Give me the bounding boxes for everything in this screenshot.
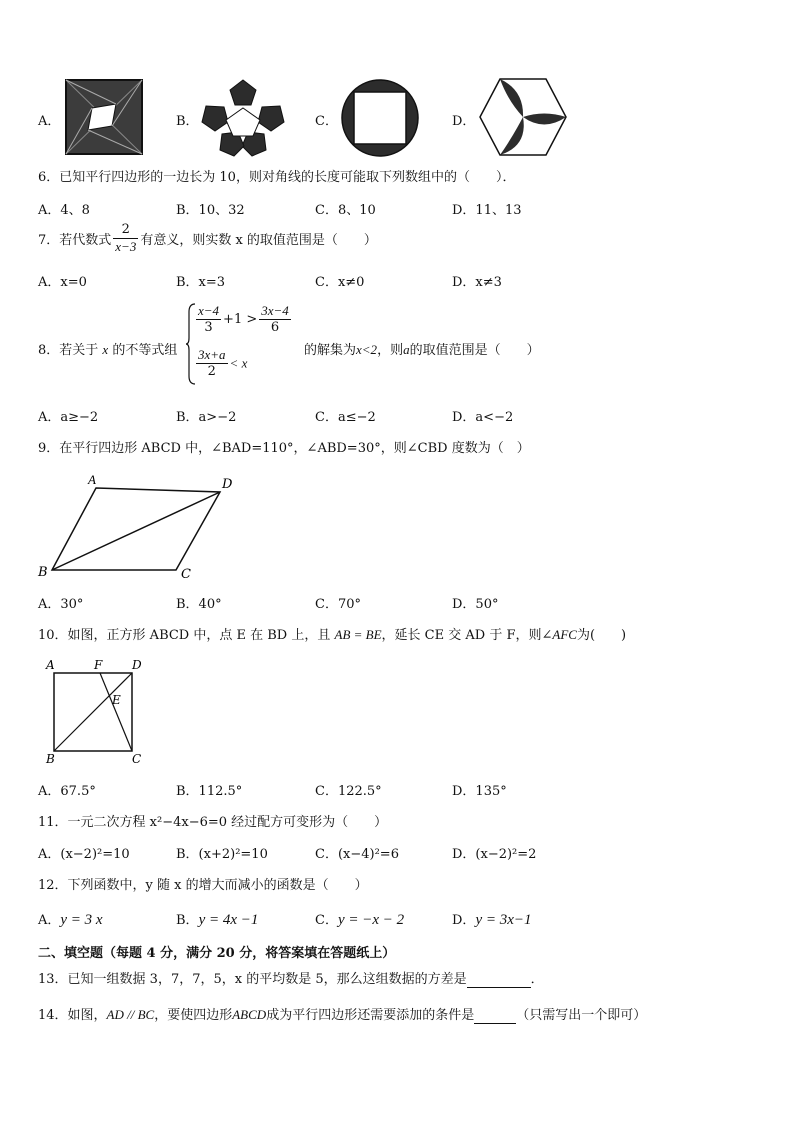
q12-option-c[interactable] [315, 909, 404, 929]
q9-option-b[interactable]: B．40° [176, 597, 222, 612]
q8-ineq2-num: 3x+a [198, 347, 226, 362]
q8-ineq1-right-frac [259, 303, 291, 336]
q12-option-c-label: C． [315, 913, 338, 928]
q14-prefix: 14．如图， [38, 1008, 107, 1023]
q8-stem-right [304, 339, 540, 358]
q8-ineq1-l-num: x−4 [198, 303, 220, 318]
q10-label-d: D [132, 658, 142, 672]
q8-ineq2-frac [196, 347, 228, 380]
q8-ineq1-r-den: 6 [270, 320, 280, 335]
q8-ineq1-l-den: 3 [204, 320, 213, 335]
q9-stem: 9．在平行四边形 ABCD 中，∠BAD=110°，∠ABD=30°，则∠CBD 度数为（ ） [38, 441, 530, 456]
q8-mid: 的不等式组 [112, 343, 178, 358]
q7-option-c[interactable]: C．x≠0 [315, 275, 365, 290]
q9-option-a[interactable]: A．30° [38, 597, 84, 612]
q7-frac-num: 2 [113, 222, 138, 239]
q7-stem [38, 222, 377, 255]
q10-label-b: B [46, 752, 55, 766]
q8-suffix-d: a [403, 342, 410, 357]
q14-mid-b: 成为平行四边形还需要添加的条件是 [266, 1008, 475, 1023]
q12-option-b[interactable] [176, 909, 258, 929]
q6-option-b[interactable]: B．10、32 [176, 203, 245, 218]
q5-option-c-label: C． [315, 114, 338, 129]
q12-option-a-expr: y = 3 x [60, 912, 103, 928]
q8-suffix-e: 的取值范围是（ ） [409, 343, 540, 358]
q8-prefix: 8．若关于 [38, 343, 99, 358]
q6-option-c[interactable]: C．8、10 [315, 203, 376, 218]
q10-label-f: F [94, 658, 103, 672]
q10-option-c[interactable]: C．122.5° [315, 784, 382, 799]
q6-stem: 6．已知平行四边形的一边长为 10，则对角线的长度可能取下列数组中的（ ）． [38, 170, 516, 185]
q8-option-c[interactable]: C．a≤−2 [315, 410, 376, 425]
q8-option-d[interactable]: D．a<−2 [452, 410, 514, 425]
q7-suffix: 有意义，则实数 x 的取值范围是（ ） [140, 233, 377, 248]
q10-stem [38, 624, 626, 643]
q13-end: ． [530, 972, 544, 987]
q8-inequality-1 [194, 303, 293, 336]
q9-label-c: C [181, 567, 191, 582]
q5-figure-a-pinwheel-square [64, 78, 144, 156]
q7-frac-den: x−3 [115, 239, 137, 254]
q8-option-a[interactable]: A．a≥−2 [38, 410, 99, 425]
q12-option-a-label: A． [38, 913, 61, 928]
q5-option-d-label: D． [452, 114, 476, 129]
q9-option-c[interactable]: C．70° [315, 597, 361, 612]
q12-option-d[interactable] [452, 909, 532, 929]
q10-label-e: E [112, 693, 121, 707]
q14-mid-a: ，要使四边形 [154, 1008, 233, 1023]
q9-label-d: D [222, 477, 233, 492]
q8-ineq2-den: 2 [207, 364, 216, 379]
q10-option-b[interactable]: B．112.5° [176, 784, 243, 799]
q8-ineq1-left-frac [196, 303, 221, 336]
q9-parallelogram-figure [34, 470, 244, 582]
q10-square-figure [40, 655, 150, 767]
q13-text: 13．已知一组数据 3，7，7，5，x 的平均数是 5，那么这组数据的方差是 [38, 972, 467, 987]
q8-suffix-c: ，则 [377, 343, 404, 358]
q13-answer-blank[interactable] [467, 972, 531, 988]
q14-stem [38, 1004, 646, 1024]
section-2-title: 二、填空题（每题 4 分，满分 20 分，将答案填在答题纸上） [38, 946, 396, 961]
q10-stem-d: ∠AFC [541, 627, 577, 642]
q14-quad: ABCD [232, 1007, 267, 1022]
q8-option-b[interactable]: B．a>−2 [176, 410, 237, 425]
q9-option-d[interactable]: D．50° [452, 597, 499, 612]
q11-option-c[interactable]: C．(x−4)²=6 [315, 847, 399, 862]
q7-fraction [113, 222, 138, 255]
q8-var: x [102, 342, 109, 357]
q5-option-b-label: B． [176, 114, 199, 129]
q12-stem: 12．下列函数中，y 随 x 的增大而减小的函数是（ ） [38, 878, 368, 893]
q10-label-c: C [132, 752, 142, 766]
q9-label-b: B [38, 565, 48, 580]
q8-ineq2-tail: < x [229, 355, 248, 371]
q14-suffix: （只需写出一个即可） [516, 1008, 647, 1023]
q11-option-b[interactable]: B．(x+2)²=10 [176, 847, 268, 862]
q14-condition: AD // BC [106, 1007, 155, 1022]
q6-option-d[interactable]: D．11、13 [452, 203, 522, 218]
q13-stem [38, 968, 544, 988]
q8-ineq1-r-num: 3x−4 [261, 303, 289, 318]
q8-stem-left [38, 339, 177, 358]
q12-option-b-label: B． [176, 913, 199, 928]
q12-option-b-expr: y = 4x −1 [198, 912, 259, 928]
q14-answer-blank[interactable] [474, 1008, 516, 1024]
q10-stem-b: AB = BE [334, 627, 382, 642]
q10-option-a[interactable]: A．67.5° [38, 784, 96, 799]
q8-suffix-a: 的解集为 [304, 343, 357, 358]
q12-option-d-expr: y = 3x−1 [475, 912, 532, 928]
q7-option-d[interactable]: D．x≠3 [452, 275, 502, 290]
q5-figure-b-pentagon-ring [200, 78, 286, 158]
q8-ineq1-mid: +1 > [223, 312, 258, 327]
q5-figure-d-hexagon-petals [478, 76, 568, 158]
q12-option-a[interactable] [38, 909, 103, 929]
q7-option-a[interactable]: A．x=0 [38, 275, 87, 290]
q11-option-a[interactable]: A．(x−2)²=10 [38, 847, 130, 862]
q10-stem-c: ，延长 CE 交 AD 于 F，则 [381, 628, 542, 643]
q12-option-d-label: D． [452, 913, 476, 928]
q9-label-a: A [88, 472, 96, 487]
q10-stem-e: 为( ) [576, 628, 627, 643]
q8-inequality-2 [194, 347, 247, 380]
q5-figure-c-circle-square [340, 78, 420, 158]
q10-option-d[interactable]: D．135° [452, 784, 507, 799]
q6-option-a[interactable]: A．4、8 [38, 203, 90, 218]
q7-option-b[interactable]: B．x=3 [176, 275, 226, 290]
q11-stem: 11．一元二次方程 x²−4x−6=0 经过配方可变形为（ ） [38, 815, 388, 830]
q5-option-a-label: A． [38, 114, 61, 129]
q10-label-a: A [46, 658, 55, 672]
q8-suffix-b: x<2 [356, 342, 378, 357]
q12-option-c-expr: y = −x − 2 [337, 912, 405, 928]
q7-prefix: 7．若代数式 [38, 233, 112, 248]
q10-stem-a: 10．如图，正方形 ABCD 中，点 E 在 BD 上，且 [38, 628, 331, 643]
q11-option-d[interactable]: D．(x−2)²=2 [452, 847, 537, 862]
